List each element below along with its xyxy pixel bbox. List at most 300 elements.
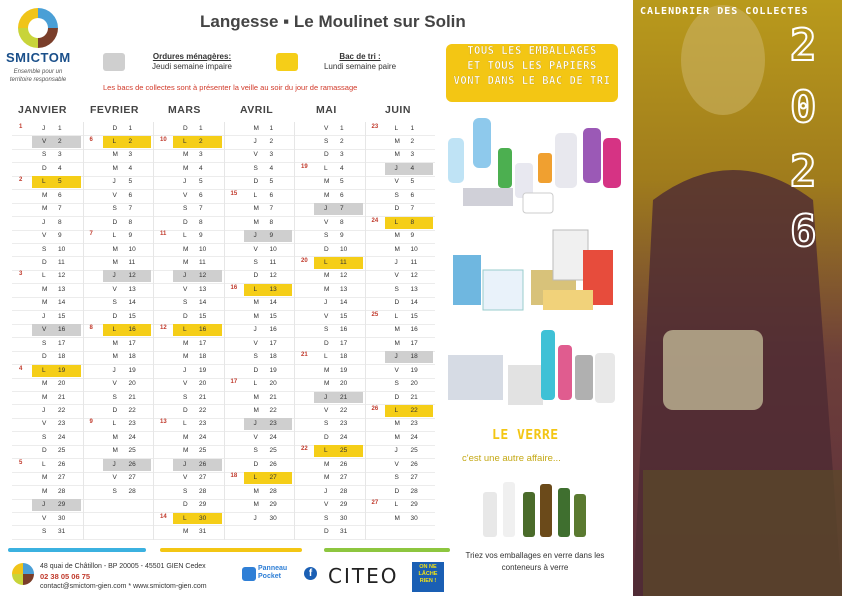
panneau-pocket-icon[interactable] — [242, 567, 256, 581]
day-number: 13 — [199, 285, 207, 293]
day-number: 28 — [269, 487, 277, 495]
day-number: 2 — [410, 137, 415, 145]
weekday-letter: J — [394, 353, 398, 361]
weekday-letter: J — [183, 178, 187, 186]
day-number: 13 — [128, 285, 136, 293]
weekday-letter: J — [42, 312, 46, 320]
calendar-title: CALENDRIER DES COLLECTES — [640, 6, 809, 17]
day-number: 5 — [128, 178, 133, 186]
weekday-letter: S — [253, 447, 258, 455]
month-divider — [83, 122, 84, 540]
logo-tagline: Ensemble pour un territoire responsable — [9, 69, 67, 83]
weekday-letter: J — [253, 326, 257, 334]
weekday-letter: S — [394, 285, 399, 293]
weekday-letter: V — [324, 312, 329, 320]
day-number: 7 — [269, 205, 274, 213]
day-number: 19 — [269, 366, 277, 374]
footer-email-web[interactable]: contact@smictom-gien.com * www.smictom-gien.com — [40, 583, 207, 590]
legend-household: Ordures ménagères: Jeudi semaine impaire — [151, 52, 233, 71]
day-number: 6 — [269, 191, 274, 199]
weekday-letter: M — [394, 137, 400, 145]
week-number: 2 — [19, 177, 23, 184]
weekday-letter: L — [42, 366, 46, 374]
weekday-letter: M — [42, 393, 48, 401]
day-number: 24 — [58, 433, 66, 441]
month-header: AVRIL — [240, 104, 274, 116]
day-number: 19 — [410, 366, 418, 374]
weekday-letter: L — [324, 447, 328, 455]
day-number: 21 — [128, 393, 136, 401]
day-number: 17 — [128, 339, 136, 347]
weekday-letter: J — [112, 366, 116, 374]
calendar-grid — [12, 122, 435, 540]
sorting-day-highlight — [314, 445, 363, 457]
day-number: 31 — [58, 528, 66, 535]
day-number: 14 — [340, 299, 348, 307]
week-number: 8 — [89, 325, 93, 332]
day-number: 15 — [128, 312, 136, 320]
weekday-letter: M — [42, 285, 48, 293]
weekday-letter: J — [42, 406, 46, 414]
household-day-highlight — [103, 459, 152, 471]
day-number: 29 — [340, 501, 348, 509]
panneau-pocket-label[interactable]: Panneau Pocket — [258, 565, 288, 580]
week-number: 9 — [89, 419, 93, 426]
weekday-letter: L — [183, 420, 187, 428]
week-number: 22 — [301, 446, 308, 453]
weekday-letter: M — [253, 406, 259, 414]
day-number: 30 — [410, 514, 418, 522]
weekday-letter: D — [324, 151, 329, 159]
weekday-letter: D — [253, 272, 259, 280]
sorting-day-highlight — [173, 136, 222, 148]
day-number: 27 — [199, 474, 207, 482]
weekday-letter: L — [183, 137, 187, 145]
weekday-letter: D — [253, 366, 259, 374]
month-header: JANVIER — [18, 104, 68, 116]
day-number: 8 — [199, 218, 203, 226]
day-number: 9 — [128, 232, 133, 240]
day-number: 10 — [128, 245, 136, 253]
weekday-letter: M — [394, 326, 400, 334]
day-number: 10 — [340, 245, 348, 253]
glass-note: Triez vos emballages en verre dans les conteneurs à verre — [465, 551, 605, 572]
weekday-letter: M — [183, 151, 189, 159]
day-number: 1 — [410, 124, 415, 132]
day-number: 4 — [269, 164, 274, 172]
weekday-letter: M — [324, 380, 330, 388]
weekday-letter: M — [394, 245, 400, 253]
logo-name: SMICTOM — [6, 50, 71, 65]
weekday-letter: M — [183, 447, 189, 455]
day-number: 31 — [340, 528, 348, 535]
weekday-letter: V — [394, 272, 399, 280]
day-number: 11 — [269, 259, 277, 266]
day-number: 26 — [340, 460, 348, 468]
day-number: 21 — [58, 393, 66, 401]
footer-phone: 02 38 05 06 75 — [40, 572, 91, 581]
weekday-letter: L — [112, 326, 117, 334]
household-day-highlight — [385, 351, 434, 363]
day-number: 26 — [199, 460, 207, 468]
weekday-letter: D — [112, 124, 118, 132]
day-number: 20 — [340, 380, 348, 388]
month-header: MARS — [168, 104, 201, 116]
week-number: 13 — [160, 419, 167, 426]
day-number: 16 — [269, 326, 277, 334]
day-number: 30 — [58, 514, 66, 522]
day-number: 23 — [410, 420, 418, 428]
weekday-letter: V — [324, 218, 329, 226]
week-number: 25 — [371, 311, 379, 318]
month-divider — [224, 122, 225, 540]
weekday-letter: S — [394, 474, 399, 482]
day-number: 18 — [340, 353, 348, 361]
weekday-letter: J — [253, 232, 257, 240]
day-number: 16 — [340, 326, 348, 334]
day-number: 9 — [340, 232, 344, 240]
day-number: 21 — [340, 393, 348, 401]
weekday-letter: L — [112, 420, 117, 428]
day-number: 16 — [410, 326, 418, 334]
weekday-letter: L — [324, 164, 328, 172]
day-number: 3 — [199, 151, 203, 159]
weekday-letter: M — [394, 420, 400, 428]
weekday-letter: M — [253, 205, 259, 213]
day-number: 21 — [199, 393, 207, 401]
weekday-letter: V — [42, 326, 47, 334]
household-day-highlight — [32, 324, 81, 336]
cardboard-packaging-image — [443, 220, 629, 325]
day-number: 17 — [58, 339, 66, 347]
week-number: 1 — [19, 123, 23, 130]
weekday-letter: M — [394, 339, 400, 347]
weekday-letter: D — [394, 487, 400, 495]
day-number: 16 — [128, 326, 136, 334]
weekday-letter: V — [324, 501, 329, 509]
day-number: 19 — [58, 366, 66, 374]
weekday-letter: S — [42, 339, 47, 347]
glass-subtitle: c'est une autre affaire... — [462, 453, 561, 464]
day-number: 11 — [199, 259, 206, 266]
day-number: 25 — [340, 447, 348, 455]
weekday-letter: S — [183, 299, 188, 307]
day-number: 8 — [269, 218, 274, 226]
day-number: 8 — [340, 218, 344, 226]
day-number: 24 — [269, 433, 277, 441]
day-number: 12 — [410, 272, 418, 280]
day-number: 6 — [58, 191, 62, 199]
week-number: 18 — [230, 473, 238, 480]
household-day-highlight — [173, 459, 222, 471]
banner-line: VONT DANS LE BAC DE TRI — [453, 75, 611, 87]
weekday-letter: J — [42, 124, 46, 132]
weekday-letter: M — [42, 487, 48, 495]
day-number: 18 — [199, 353, 207, 361]
weekday-letter: S — [112, 487, 117, 495]
weekday-letter: M — [324, 272, 330, 280]
household-day-highlight — [244, 418, 293, 430]
weekday-letter: V — [112, 380, 117, 388]
banner-line: ET TOUS LES PAPIERS — [467, 60, 597, 72]
day-number: 15 — [269, 312, 277, 320]
weekday-letter: J — [183, 460, 187, 468]
day-number: 1 — [58, 124, 62, 132]
day-number: 5 — [340, 178, 344, 186]
month-header: MAI — [316, 104, 337, 116]
weekday-letter: J — [253, 514, 257, 522]
weekday-letter: L — [42, 460, 46, 468]
weekday-letter: S — [324, 137, 329, 145]
weekday-letter: L — [394, 124, 399, 132]
day-number: 17 — [340, 339, 348, 347]
day-number: 23 — [128, 420, 136, 428]
weekday-letter: V — [183, 474, 188, 482]
glass-bottles-image — [478, 462, 590, 542]
weekday-letter: J — [112, 178, 116, 186]
weekday-letter: D — [42, 353, 47, 361]
weekday-letter: V — [394, 366, 399, 374]
day-number: 6 — [199, 191, 203, 199]
color-bar-blue — [8, 548, 146, 552]
day-number: 1 — [340, 124, 344, 132]
sorting-day-highlight — [385, 217, 434, 229]
day-number: 26 — [58, 460, 66, 468]
banner-line: TOUS LES EMBALLAGES — [467, 45, 597, 57]
day-number: 28 — [58, 487, 66, 495]
weekday-letter: S — [112, 205, 117, 213]
footer-logo-icon — [12, 563, 34, 585]
sorting-day-highlight — [32, 176, 81, 188]
weekday-letter: D — [183, 124, 188, 132]
weekday-letter: J — [42, 501, 46, 509]
day-number: 12 — [269, 272, 277, 280]
weekday-letter: J — [324, 487, 328, 495]
day-number: 14 — [199, 299, 207, 307]
weekday-letter: J — [324, 205, 328, 213]
weekday-letter: M — [253, 501, 259, 509]
month-divider — [153, 122, 154, 540]
weekday-letter: J — [394, 447, 398, 455]
day-number: 27 — [340, 474, 348, 482]
day-number: 1 — [128, 124, 133, 132]
day-number: 4 — [58, 164, 62, 172]
weekday-letter: M — [394, 151, 400, 159]
weekday-letter: V — [42, 137, 47, 145]
weekday-letter: M — [324, 285, 330, 293]
week-number: 5 — [19, 459, 23, 466]
weekday-letter: L — [324, 259, 328, 266]
weekday-letter: M — [253, 393, 259, 401]
day-number: 7 — [58, 205, 62, 213]
day-number: 11 — [58, 259, 65, 266]
weekday-letter: V — [253, 433, 258, 441]
day-number: 12 — [128, 272, 136, 280]
weekday-letter: S — [42, 245, 47, 253]
weekday-letter: M — [42, 474, 48, 482]
day-number: 4 — [199, 164, 203, 172]
weekday-letter: D — [324, 528, 329, 535]
day-number: 5 — [58, 178, 62, 186]
day-number: 5 — [199, 178, 203, 186]
weekday-letter: M — [253, 487, 259, 495]
plastic-packaging-image — [443, 108, 629, 220]
day-number: 20 — [410, 380, 418, 388]
weekday-letter: M — [112, 164, 118, 172]
weekday-letter: V — [324, 406, 329, 414]
day-number: 1 — [269, 124, 274, 132]
day-number: 25 — [269, 447, 277, 455]
week-number: 17 — [230, 379, 238, 386]
weekday-letter: M — [324, 474, 330, 482]
day-number: 28 — [128, 487, 136, 495]
day-number: 23 — [199, 420, 207, 428]
weekday-letter: M — [112, 245, 118, 253]
day-number: 11 — [128, 259, 136, 266]
weekday-letter: S — [324, 232, 329, 240]
weekday-letter: S — [324, 514, 329, 522]
weekday-letter: M — [183, 528, 189, 535]
day-number: 24 — [340, 433, 348, 441]
weekday-letter: V — [112, 285, 117, 293]
day-number: 13 — [340, 285, 348, 293]
day-number: 6 — [410, 191, 415, 199]
day-number: 3 — [410, 151, 415, 159]
weekday-letter: J — [183, 366, 187, 374]
household-day-highlight — [385, 163, 434, 175]
day-number: 26 — [269, 460, 277, 468]
weekday-letter: M — [112, 447, 118, 455]
day-number: 18 — [269, 353, 277, 361]
weekday-letter: J — [253, 137, 257, 145]
weekday-letter: J — [183, 272, 187, 280]
day-number: 3 — [340, 151, 344, 159]
day-number: 25 — [128, 447, 136, 455]
week-number: 3 — [19, 271, 23, 278]
day-number: 1 — [199, 124, 203, 132]
day-number: 20 — [199, 380, 207, 388]
weekday-letter: S — [394, 380, 399, 388]
weekday-letter: L — [112, 137, 117, 145]
day-number: 2 — [128, 137, 133, 145]
weekday-letter: V — [394, 178, 399, 186]
weekday-letter: S — [253, 259, 258, 266]
weekday-letter: D — [42, 259, 47, 266]
day-number: 16 — [199, 326, 207, 334]
facebook-icon[interactable]: f — [304, 567, 317, 580]
weekday-letter: L — [183, 514, 187, 522]
weekday-letter: D — [183, 218, 188, 226]
week-number: 12 — [160, 325, 167, 332]
weekday-letter: L — [394, 406, 399, 414]
week-number: 11 — [160, 231, 167, 238]
day-number: 16 — [58, 326, 66, 334]
day-number: 15 — [410, 312, 418, 320]
weekday-letter: V — [324, 124, 329, 132]
weekday-letter: M — [324, 460, 330, 468]
weekday-letter: V — [183, 380, 188, 388]
weekday-letter: D — [253, 460, 259, 468]
day-number: 18 — [410, 353, 418, 361]
day-number: 26 — [410, 460, 418, 468]
weekday-letter: M — [42, 299, 48, 307]
weekday-letter: V — [253, 339, 258, 347]
week-number: 15 — [230, 190, 238, 197]
month-header: FEVRIER — [90, 104, 140, 116]
day-number: 7 — [128, 205, 133, 213]
household-day-highlight — [173, 270, 222, 282]
weekday-letter: V — [183, 191, 188, 199]
weekday-letter: L — [253, 474, 258, 482]
weekday-letter: D — [112, 218, 118, 226]
weekday-letter: D — [324, 245, 329, 253]
week-number: 21 — [301, 352, 308, 359]
day-number: 19 — [340, 366, 348, 374]
day-number: 15 — [58, 312, 66, 320]
sorting-day-highlight — [173, 513, 222, 525]
weekday-letter: L — [324, 353, 328, 361]
day-number: 15 — [199, 312, 207, 320]
legend-yellow-swatch — [276, 53, 298, 71]
weekday-letter: M — [324, 178, 330, 186]
month-header: JUIN — [385, 104, 411, 116]
day-number: 28 — [410, 487, 418, 495]
weekday-letter: M — [112, 151, 118, 159]
weekday-letter: M — [253, 312, 259, 320]
day-number: 8 — [58, 218, 62, 226]
day-number: 17 — [410, 339, 418, 347]
day-number: 19 — [199, 366, 207, 374]
weekday-letter: S — [183, 205, 188, 213]
day-number: 23 — [269, 420, 277, 428]
weekday-letter: J — [253, 420, 257, 428]
household-day-highlight — [32, 499, 81, 511]
weekday-letter: V — [42, 514, 47, 522]
week-number: 19 — [301, 163, 308, 170]
weekday-letter: M — [183, 353, 189, 361]
weekday-letter: M — [253, 299, 259, 307]
weekday-letter: D — [112, 312, 118, 320]
day-number: 4 — [410, 164, 415, 172]
weekday-letter: D — [394, 299, 400, 307]
weekday-letter: D — [394, 205, 400, 213]
day-number: 2 — [58, 137, 62, 145]
day-number: 22 — [340, 406, 348, 414]
day-number: 5 — [410, 178, 415, 186]
weekday-letter: J — [324, 299, 328, 307]
day-number: 22 — [58, 406, 66, 414]
weekday-letter: S — [42, 433, 47, 441]
day-number: 7 — [410, 205, 415, 213]
day-number: 31 — [199, 528, 207, 535]
day-number: 13 — [410, 285, 418, 293]
week-number: 10 — [160, 136, 167, 143]
day-number: 30 — [199, 514, 207, 522]
weekday-letter: M — [112, 259, 118, 266]
day-number: 20 — [128, 380, 136, 388]
weekday-letter: S — [394, 191, 399, 199]
weekday-letter: J — [112, 272, 116, 280]
day-number: 12 — [58, 272, 66, 280]
day-number: 26 — [128, 460, 136, 468]
weekday-letter: V — [183, 285, 188, 293]
day-number: 30 — [269, 514, 277, 522]
day-number: 23 — [340, 420, 348, 428]
weekday-letter: L — [394, 218, 399, 226]
weekday-letter: S — [42, 528, 47, 535]
day-number: 28 — [340, 487, 348, 495]
year-digit: 2 — [790, 146, 817, 197]
